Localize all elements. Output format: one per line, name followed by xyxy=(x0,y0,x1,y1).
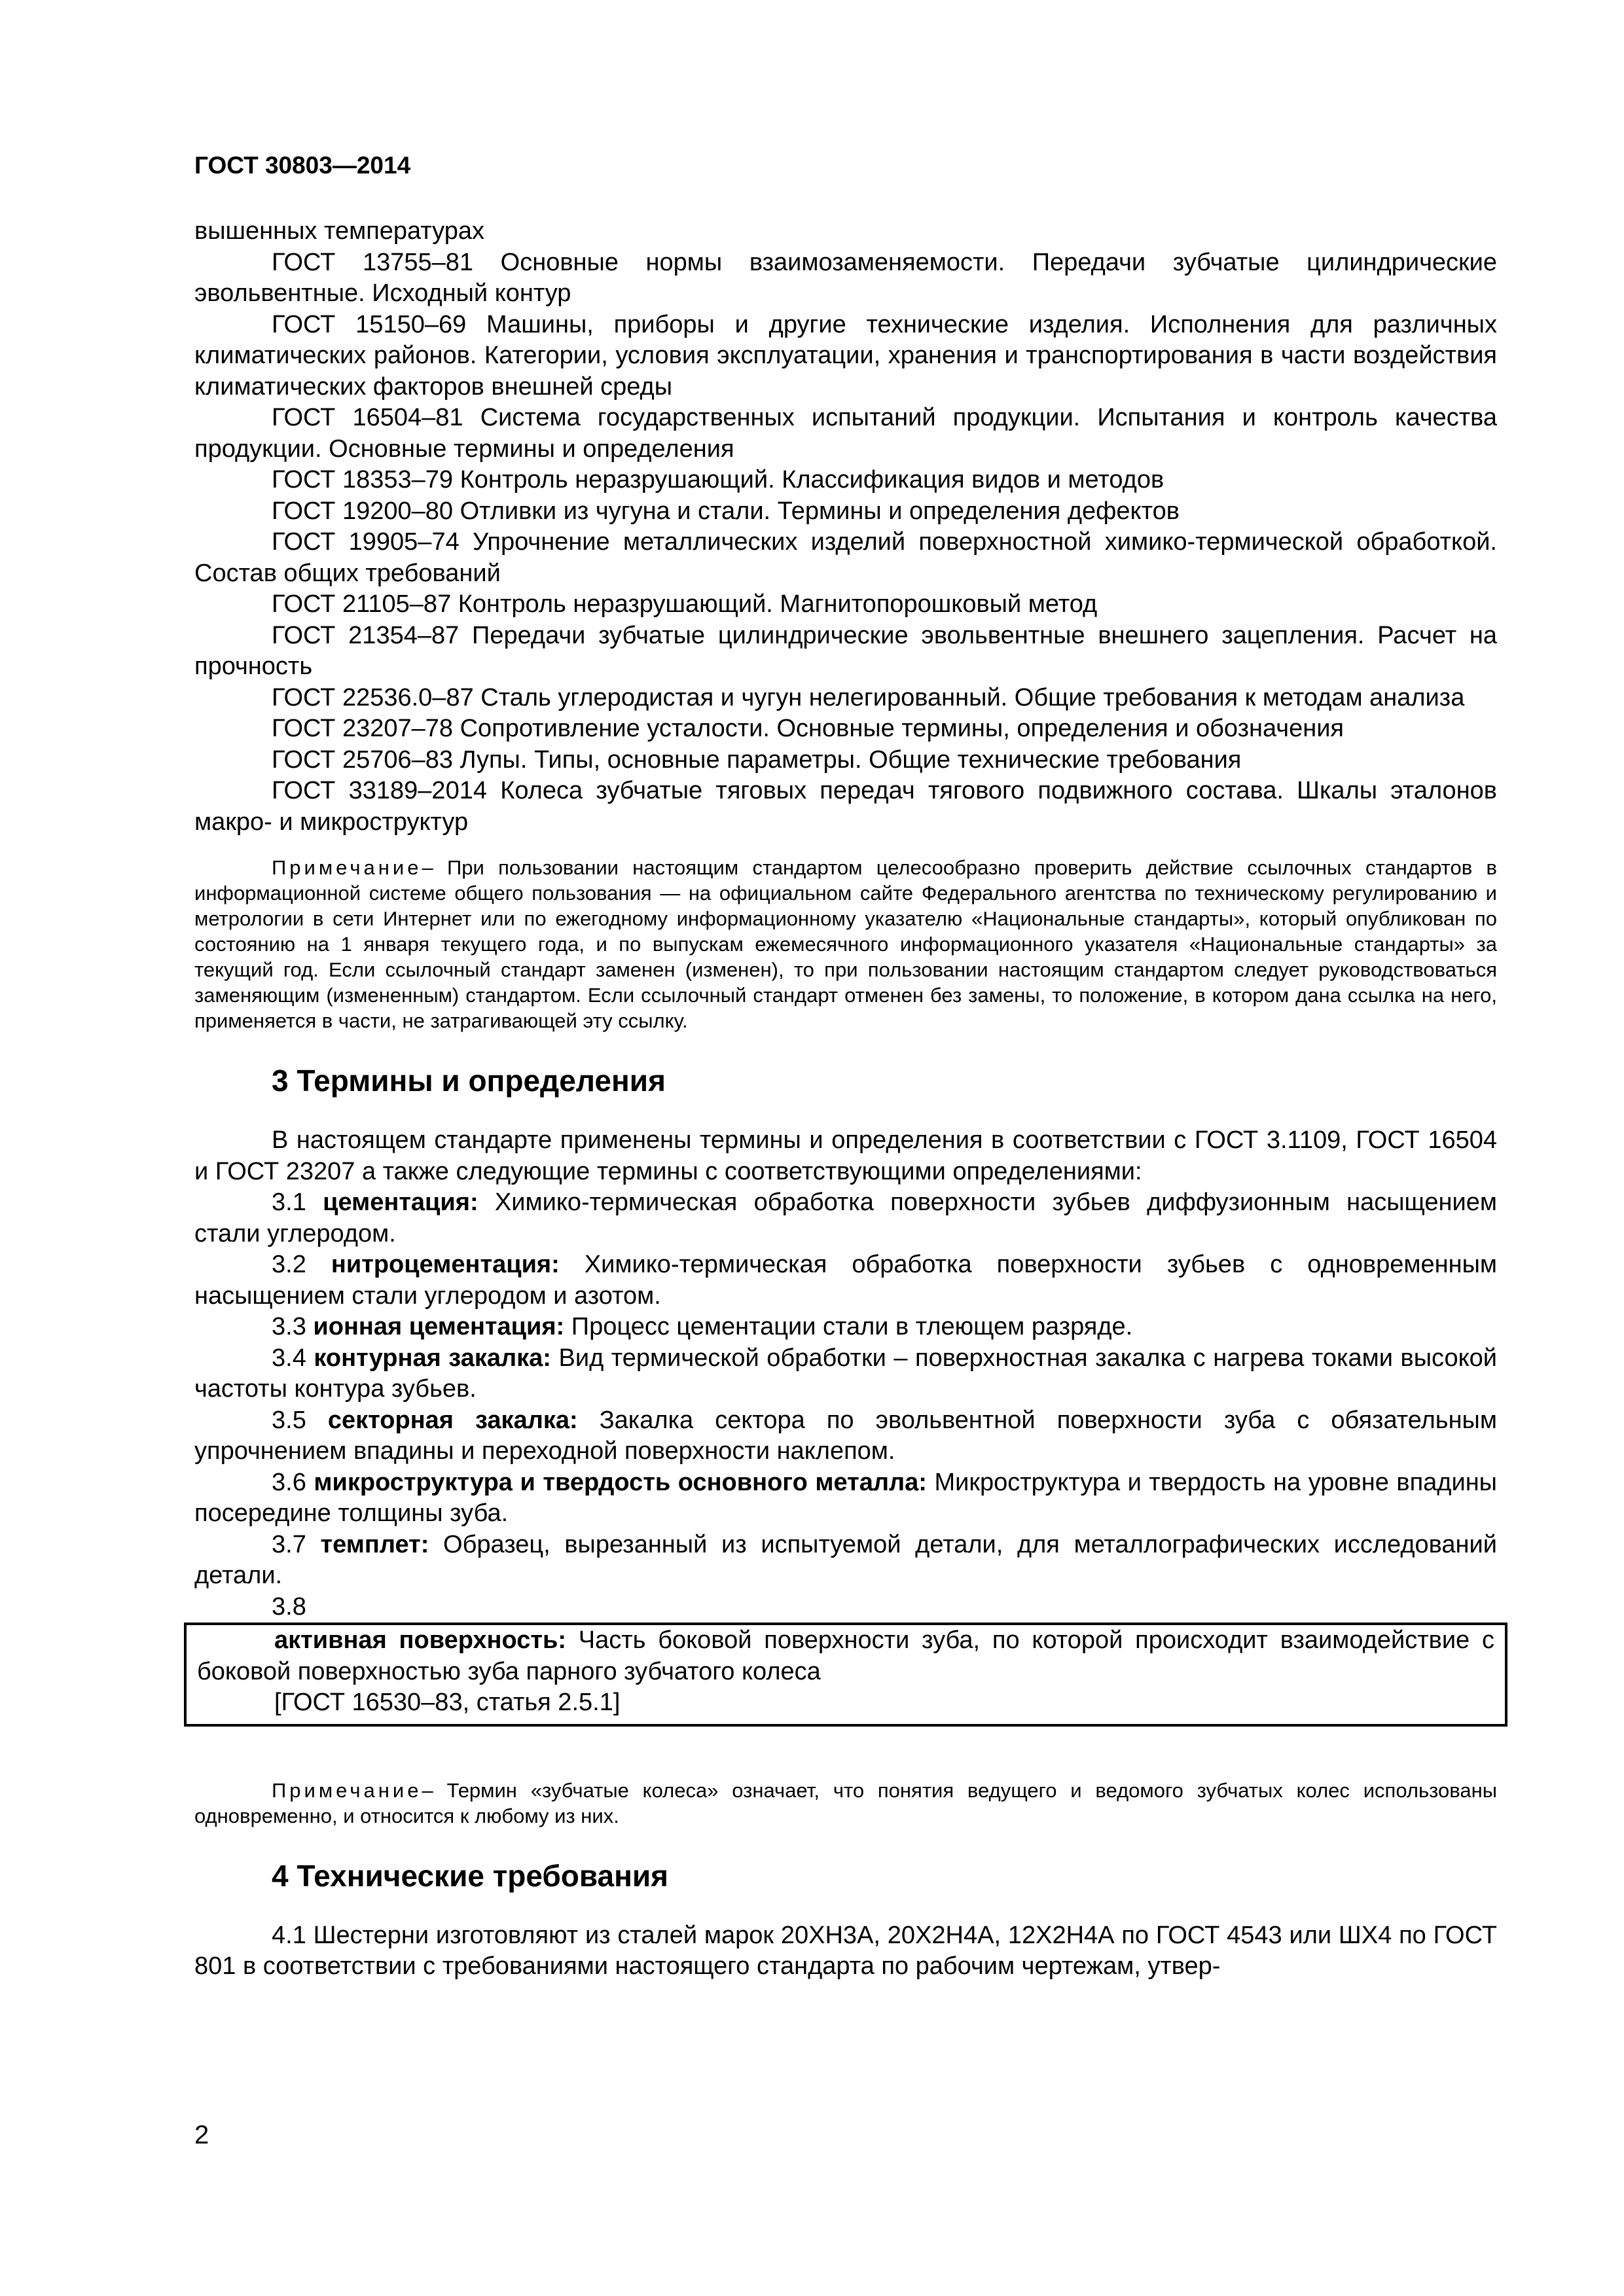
term-definition xyxy=(194,1249,1497,1312)
term-definition xyxy=(194,1405,1497,1467)
term-definition xyxy=(194,1530,1497,1592)
term-number: 3.1 xyxy=(272,1189,306,1216)
term-number: 3.4 xyxy=(272,1344,306,1372)
term-text: Часть боковой поверхности зуба, по которой происходит взаимодействие с боковой поверхностью зуба парного зубчатого колеса xyxy=(197,1626,1494,1685)
spacer xyxy=(194,1727,1497,1761)
term-source-reference: [ГОСТ 16530–83, статья 2.5.1] xyxy=(274,1689,621,1716)
term-number-3-8: 3.8 xyxy=(272,1592,306,1621)
term-text: Химико-термическая обработка поверхности зубьев с одновременным насыщением стали углеродом и азотом. xyxy=(194,1251,1498,1310)
term-definition xyxy=(194,1343,1497,1405)
note-label: Примечание xyxy=(272,856,422,879)
note-label: Примечание xyxy=(272,1778,422,1802)
ref-item: ГОСТ 23207–78 Сопротивление усталости. Основные термины, определения и обозначения xyxy=(272,715,1344,742)
ref-item: ГОСТ 25706–83 Лупы. Типы, основные параметры. Общие технические требования xyxy=(272,745,1242,774)
paragraph-4-1: 4.1 Шестерни изготовляют из сталей марок 20ХН3А, 20Х2Н4А, 12Х2Н4А по ГОСТ 4543 или ШХ4 по ГОСТ 801 в соответствии с требованиями настоящего стандарта по рабочим чертежам, утвер- xyxy=(194,1921,1497,1980)
ref-item: ГОСТ 19200–80 Отливки из чугуна и стали. Термины и определения дефектов xyxy=(272,497,1180,525)
ref-item: ГОСТ 22536.0–87 Сталь углеродистая и чугун нелегированный. Общие требования к методам анализа xyxy=(272,683,1465,711)
term-definition xyxy=(194,1187,1497,1249)
term-text: Закалка сектора по эвольвентной поверхности зуба с обязательным упрочнением впадины и переходной поверхности наклепом. xyxy=(194,1406,1497,1465)
term-name: микроструктура и твердость основного металла: xyxy=(314,1468,927,1496)
term-name: контурная закалка: xyxy=(314,1344,551,1372)
section-intro: В настоящем стандарте применены термины и определения в соответствии с ГОСТ 3.1109, ГОСТ 16504 и ГОСТ 23207 а также следующие термины с соответствующими определениями: xyxy=(194,1126,1497,1185)
boxed-term-definition xyxy=(184,1623,1507,1727)
term-text: Химико-термическая обработка поверхности зубьев диффузионным насыщением стали углеродом. xyxy=(194,1189,1497,1247)
page-number: 2 xyxy=(194,2121,209,2149)
term-name: секторная закалка: xyxy=(327,1406,578,1434)
term-text: Вид термической обработки – поверхностная закалка с нагрева токами высокой частоты контура зубьев. xyxy=(194,1344,1497,1403)
term-definition xyxy=(194,1467,1497,1530)
term-number: 3.2 xyxy=(272,1251,306,1278)
term-text: Процесс цементации стали в тлеющем разряде. xyxy=(564,1313,1133,1340)
term-name: нитроцементация: xyxy=(331,1251,560,1278)
note-text: – При пользовании настоящим стандартом целесообразно проверить действие ссылочных стандартов в информационной системе общего пользования — на официальном сайте Федерального агентства по техническому регулированию и метрологии в сети Интернет или по ежегодному информационному указателю «Национальные стандарты», который опубликован по состоянию на 1 января текущего года, и по выпускам ежемесячного информационного указателя «Национальные стандарты» за текущий год. Если ссылочный стандарт заменен (изменен), то при пользовании настоящим стандартом следует руководствоваться заменяющим (измененным) стандартом. Если ссылочный стандарт отменен без замены, то положение, в котором дана ссылка на него, применяется в части, не затрагивающей эту ссылку. xyxy=(194,856,1497,1032)
term-number: 3.6 xyxy=(272,1468,306,1496)
document-header: ГОСТ 30803—2014 xyxy=(194,152,411,179)
section-heading-3: 3 Термины и определения xyxy=(272,1064,666,1098)
term-number: 3.5 xyxy=(272,1406,306,1434)
term-text: Микроструктура и твердость на уровне впадины посередине толщины зуба. xyxy=(194,1468,1497,1527)
ref-item: ГОСТ 21105–87 Контроль неразрушающий. Магнитопорошковый метод xyxy=(272,590,1098,618)
ref-item: ГОСТ 15150–69 Машины, приборы и другие технические изделия. Исполнения для различных климатических районов. Категории, условия эксплуатации, хранения и транспортирования в части воздействия климатических факторов внешней среды xyxy=(194,310,1497,401)
ref-item: ГОСТ 18353–79 Контроль неразрушающий. Классификация видов и методов xyxy=(272,466,1164,493)
term-text: Образец, вырезанный из испытуемой детали, для металлографических исследований детали. xyxy=(194,1530,1498,1589)
ref-item: ГОСТ 33189–2014 Колеса зубчатые тяговых передач тягового подвижного состава. Шкалы эталонов макро- и микроструктур xyxy=(194,777,1497,836)
document-body xyxy=(194,216,1497,1982)
ref-continuation: вышенных температурах xyxy=(194,217,485,245)
term-number: 3.3 xyxy=(272,1313,306,1340)
ref-item: ГОСТ 19905–74 Упрочнение металлических изделий поверхностной химико-термической обработкой. Состав общих требований xyxy=(194,528,1497,587)
note-terms xyxy=(194,1778,1497,1829)
term-name: цементация: xyxy=(323,1189,478,1216)
term-definition xyxy=(197,1625,1494,1687)
term-name: темплет: xyxy=(320,1530,429,1558)
section-heading-4: 4 Технические требования xyxy=(272,1858,668,1893)
term-name: ионная цементация: xyxy=(313,1313,565,1340)
ref-item: ГОСТ 16504–81 Система государственных испытаний продукции. Испытания и контроль качества продукции. Основные термины и определения xyxy=(194,404,1497,463)
term-number: 3.7 xyxy=(272,1530,306,1558)
note-references xyxy=(194,855,1497,1033)
ref-item: ГОСТ 21354–87 Передачи зубчатые цилиндрические эвольвентные внешнего зацепления. Расчет на прочность xyxy=(194,621,1497,680)
term-name: активная поверхность: xyxy=(274,1626,566,1654)
term-definition xyxy=(194,1312,1497,1343)
note-text: – Термин «зубчатые колеса» означает, что понятия ведущего и ведомого зубчатых колес использованы одновременно, и относится к любому из них. xyxy=(194,1778,1497,1827)
ref-item: ГОСТ 13755–81 Основные нормы взаимозаменяемости. Передачи зубчатые цилиндрические эвольвентные. Исходный контур xyxy=(194,248,1497,307)
